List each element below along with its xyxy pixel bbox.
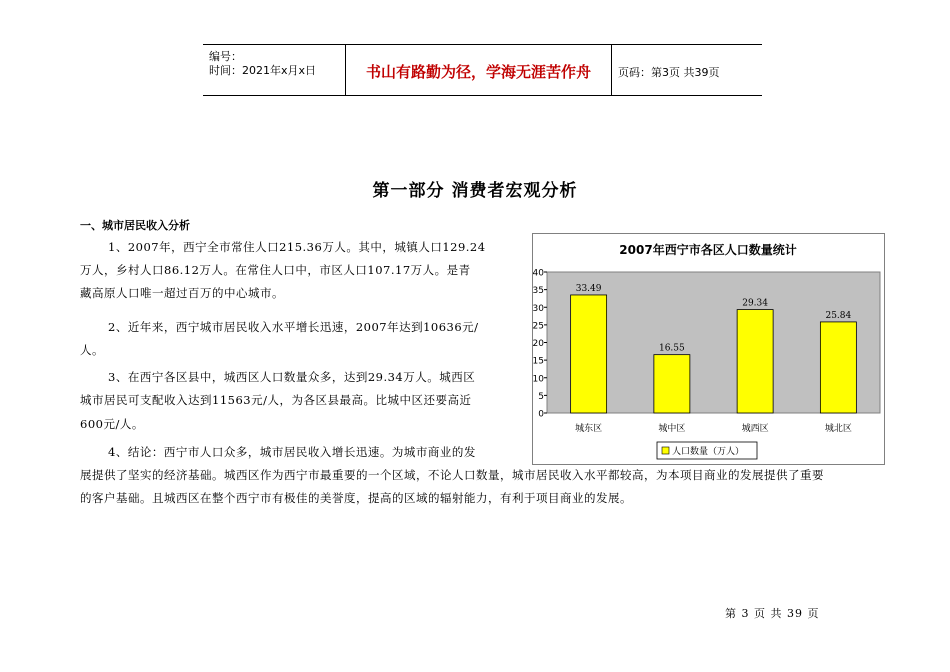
paragraph-line: 的客户基础。且城西区在整个西宁市有极佳的美誉度，提高的区域的辐射能力，有利于项目商业的发展。	[80, 491, 632, 505]
y-tick-label: 35	[533, 286, 544, 297]
page-info: 页码：第3页 共39页	[618, 66, 720, 79]
bar	[654, 355, 690, 413]
paragraph-line: 展提供了坚实的经济基础。城西区作为西宁市最重要的一个区域，不论人口数量，城市居民收入水平都较高，为本项目商业的发展提供了重要	[80, 468, 824, 482]
data-label: 16.55	[658, 343, 685, 354]
y-tick-label: 30	[533, 303, 544, 314]
section-heading: 一、城市居民收入分析	[80, 219, 190, 232]
data-label: 33.49	[575, 283, 602, 294]
paragraph-line: 3、在西宁各区县中，城西区人口数量众多，达到29.34万人。城西区	[108, 370, 476, 384]
bar	[571, 295, 607, 413]
paragraph-line: 万人，乡村人口86.12万人。在常住人口中，市区人口107.17万人。是青	[80, 263, 471, 277]
data-label: 29.34	[742, 298, 769, 309]
chart-svg	[533, 234, 884, 464]
page-title: 第一部分 消费者宏观分析	[372, 181, 578, 201]
y-tick-label: 25	[533, 321, 544, 332]
bar	[737, 310, 773, 413]
header-motto-cell	[345, 45, 612, 95]
y-tick-label: 5	[538, 391, 544, 402]
page-footer: 第 3 页 共 39 页	[725, 607, 820, 620]
paragraph-line: 人。	[80, 343, 104, 357]
category-label: 城中区	[658, 424, 686, 434]
paragraph-line: 藏高原人口唯一超过百万的中心城市。	[80, 286, 284, 300]
motto: 书山有路勤为径，学海无涯苦作舟	[365, 63, 591, 81]
legend-label: 人口数量（万人）	[672, 447, 745, 457]
paragraph-line: 城市居民可支配收入达到11563元/人，为各区县最高。比城中区还要高近	[80, 393, 472, 407]
chart-title: 2007年西宁市各区人口数量统计	[619, 243, 797, 257]
y-tick-label: 10	[533, 374, 544, 385]
header-left-cell	[203, 45, 345, 95]
paragraph-line: 2、近年来，西宁城市居民收入水平增长迅速，2007年达到10636元/	[108, 320, 479, 334]
code-label: 编号：	[209, 50, 242, 63]
category-label: 城东区	[575, 424, 603, 434]
bar	[820, 322, 856, 413]
category-label: 城北区	[824, 424, 852, 434]
time-line: 时间：2021年x月x日	[209, 64, 317, 77]
y-tick-label: 20	[533, 339, 544, 349]
category-label: 城西区	[741, 424, 769, 434]
y-tick-label: 40	[533, 268, 544, 279]
population-chart	[532, 233, 885, 465]
data-label: 25.84	[825, 310, 852, 321]
y-tick-label: 15	[533, 356, 544, 367]
header-table	[203, 44, 762, 96]
paragraph-line: 600元/人。	[80, 417, 144, 431]
header-page-cell	[612, 45, 762, 95]
paragraph-line: 4、结论：西宁市人口众多，城市居民收入增长迅速。为城市商业的发	[108, 445, 476, 459]
paragraph-line: 1、2007年，西宁全市常住人口215.36万人。其中，城镇人口129.24	[108, 240, 486, 254]
y-tick-label: 0	[538, 409, 544, 420]
legend-swatch	[662, 447, 669, 454]
